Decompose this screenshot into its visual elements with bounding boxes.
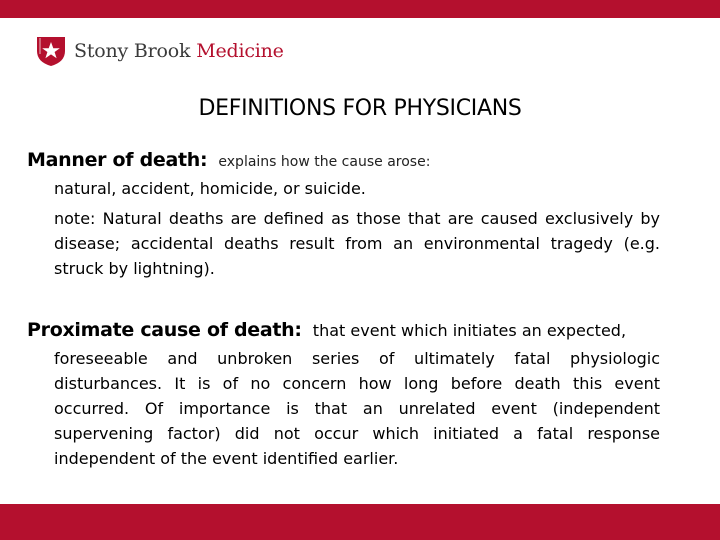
proximate-inline-definition: that event which initiates an expected,	[312, 321, 627, 340]
manner-heading-line	[27, 149, 430, 171]
logo-wordmark	[74, 40, 284, 62]
manner-note: note: Natural deaths are defined as those that are caused exclusively by disease; accidental deaths result from an environmental tragedy (e.g. struck by lightning).	[54, 209, 660, 278]
proximate-continuation: foreseeable and unbroken series of ultimately fatal physiologic disturbances. It is of no concern how long before death this event occurred. Of importance is that an unrelated event (independent supervening factor) did not occur which initiated a fatal response independent of the event identified earlier.	[54, 349, 660, 468]
logo-text-medicine: Medicine	[196, 40, 284, 62]
bottom-accent-bar	[0, 504, 720, 540]
top-accent-bar	[0, 0, 720, 18]
manner-options: natural, accident, homicide, or suicide.	[54, 179, 366, 198]
stony-brook-medicine-logo	[34, 34, 284, 68]
slide-title: DEFINITIONS FOR PHYSICIANS	[198, 96, 522, 121]
logo-text-stony-brook: Stony Brook	[74, 40, 197, 62]
proximate-heading-line	[27, 319, 626, 341]
shield-star-icon	[34, 34, 68, 68]
manner-inline-definition: explains how the cause arose:	[218, 154, 431, 170]
proximate-term: Proximate cause of death:	[27, 319, 302, 341]
manner-term: Manner of death:	[27, 149, 208, 171]
